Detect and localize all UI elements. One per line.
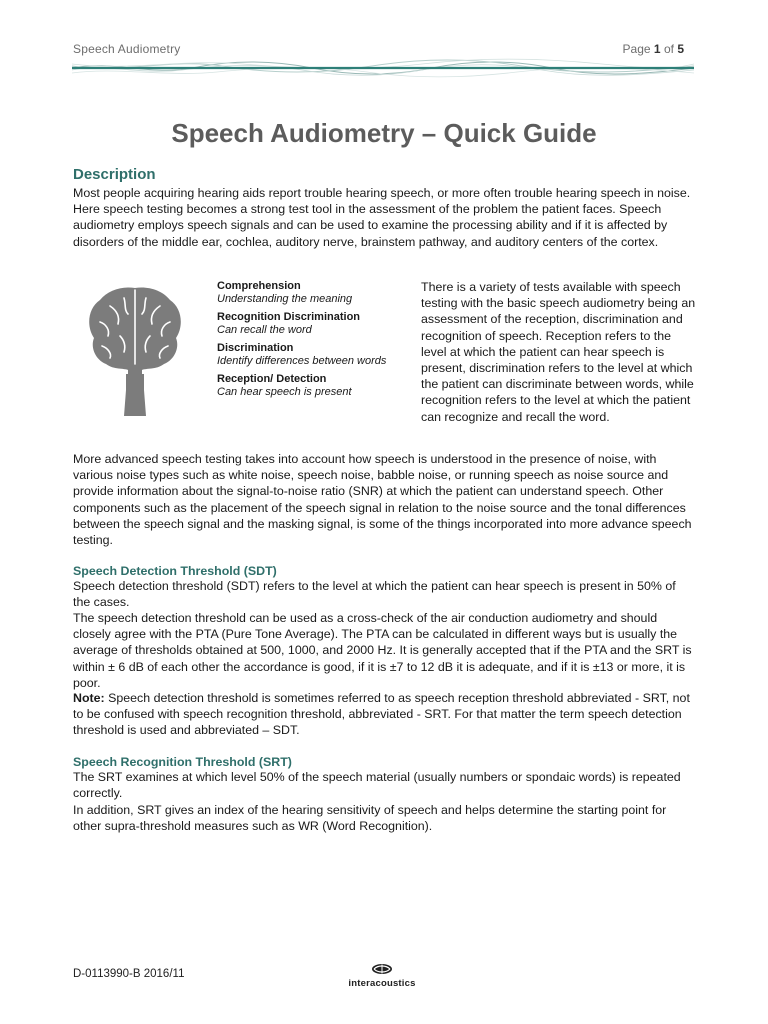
page-of: of [663, 42, 674, 56]
logo-icon [371, 963, 393, 975]
level-title: Reception/ Detection [217, 373, 327, 385]
level-desc: Understanding the meaning [217, 293, 353, 305]
page-title: Speech Audiometry – Quick Guide [171, 118, 597, 148]
document-id: D-0113990-B 2016/11 [73, 968, 185, 980]
note-label: Note: [73, 691, 105, 705]
brain-illustration [80, 278, 190, 416]
logo-text: interacoustics [348, 978, 416, 989]
header-title: Speech Audiometry [73, 42, 181, 56]
srt-paragraph-1: The SRT examines at which level 50% of the speech material (usually numbers or spondaic words) is repeated correctly. [73, 770, 681, 801]
sdt-paragraph-2: The speech detection threshold can be used as a cross-check of the air conduction audiometry and should closely agree with the PTA (Pure Tone Average). The PTA can be calculated in different ways but is usually the average of thresholds obtained at 500, 1000, and 2000 Hz. It is generally accepted that if the PTA and the SRT is within ± 6 dB of each other the accordance is good, if it is ±7 to 12 dB it is adequate, and if it is ±13 or more, it is poor. [73, 611, 692, 690]
description-heading: Description [73, 166, 156, 183]
level-item [217, 373, 417, 399]
srt-heading: Speech Recognition Threshold (SRT) [73, 755, 292, 769]
variety-text: There is a variety of tests available with speech testing with the basic speech audiometry being an assessment of the reception, discrimination and recognition of speech. Reception refers to the level at which the patient can hear speech is present, discrimination refers to the level at which the patient can discriminate between words, while recognition refers to the level at which the patient can recognize and recall the word. [421, 280, 696, 424]
level-desc: Identify differences between words [217, 355, 387, 367]
page-total: 5 [677, 42, 684, 56]
page-number [623, 42, 684, 56]
level-title: Discrimination [217, 342, 294, 354]
level-desc: Can recall the word [217, 324, 312, 336]
page-current: 1 [653, 42, 661, 56]
srt-paragraph-2: In addition, SRT gives an index of the hearing sensitivity of speech and helps determine the starting point for other supra-threshold measures such as WR (Word Recognition). [73, 803, 667, 834]
sdt-heading: Speech Detection Threshold (SDT) [73, 564, 277, 578]
level-item [217, 311, 417, 337]
description-text: Most people acquiring hearing aids report trouble hearing speech, or more often trouble hearing speech in noise. Here speech testing becomes a strong test tool in the assessment of the problem the patient faces. Speech audiometry employs speech signals and can be used to examine the processing ability and if it is affected by disorders of the middle ear, cochlea, auditory nerve, brainstem pathway, and auditory centers of the cortex. [73, 186, 691, 249]
note-text: Speech detection threshold is sometimes referred to as speech reception threshold abbreviated - SRT, not to be confused with speech recognition threshold, abbreviated - SRT. For that matter the term speech detection threshold is used and abbreviated – SDT. [73, 691, 690, 738]
speech-levels-list [217, 280, 417, 404]
level-title: Comprehension [217, 280, 301, 292]
sdt-note [73, 690, 695, 739]
sdt-paragraph-1: Speech detection threshold (SDT) refers to the level at which the patient can hear speech is present in 50% of the cases. [73, 579, 676, 610]
page-label: Page [622, 42, 651, 56]
level-title: Recognition Discrimination [217, 311, 361, 323]
header-wave-divider [72, 55, 694, 81]
interacoustics-logo [334, 962, 430, 989]
level-desc: Can hear speech is present [217, 386, 352, 398]
level-item [217, 342, 417, 368]
advanced-text: More advanced speech testing takes into account how speech is understood in the presence of noise, with various noise types such as white noise, speech noise, babble noise, or running speech as noise source and provide information about the signal-to-noise ratio (SNR) at which the patient can understand speech. Other components such as the placement of the speech signal in relation to the noise source and the tonal differences between the speech signal and the masking signal, is some of the things incorporated into more advance speech testing. [73, 452, 692, 548]
level-item [217, 280, 417, 306]
